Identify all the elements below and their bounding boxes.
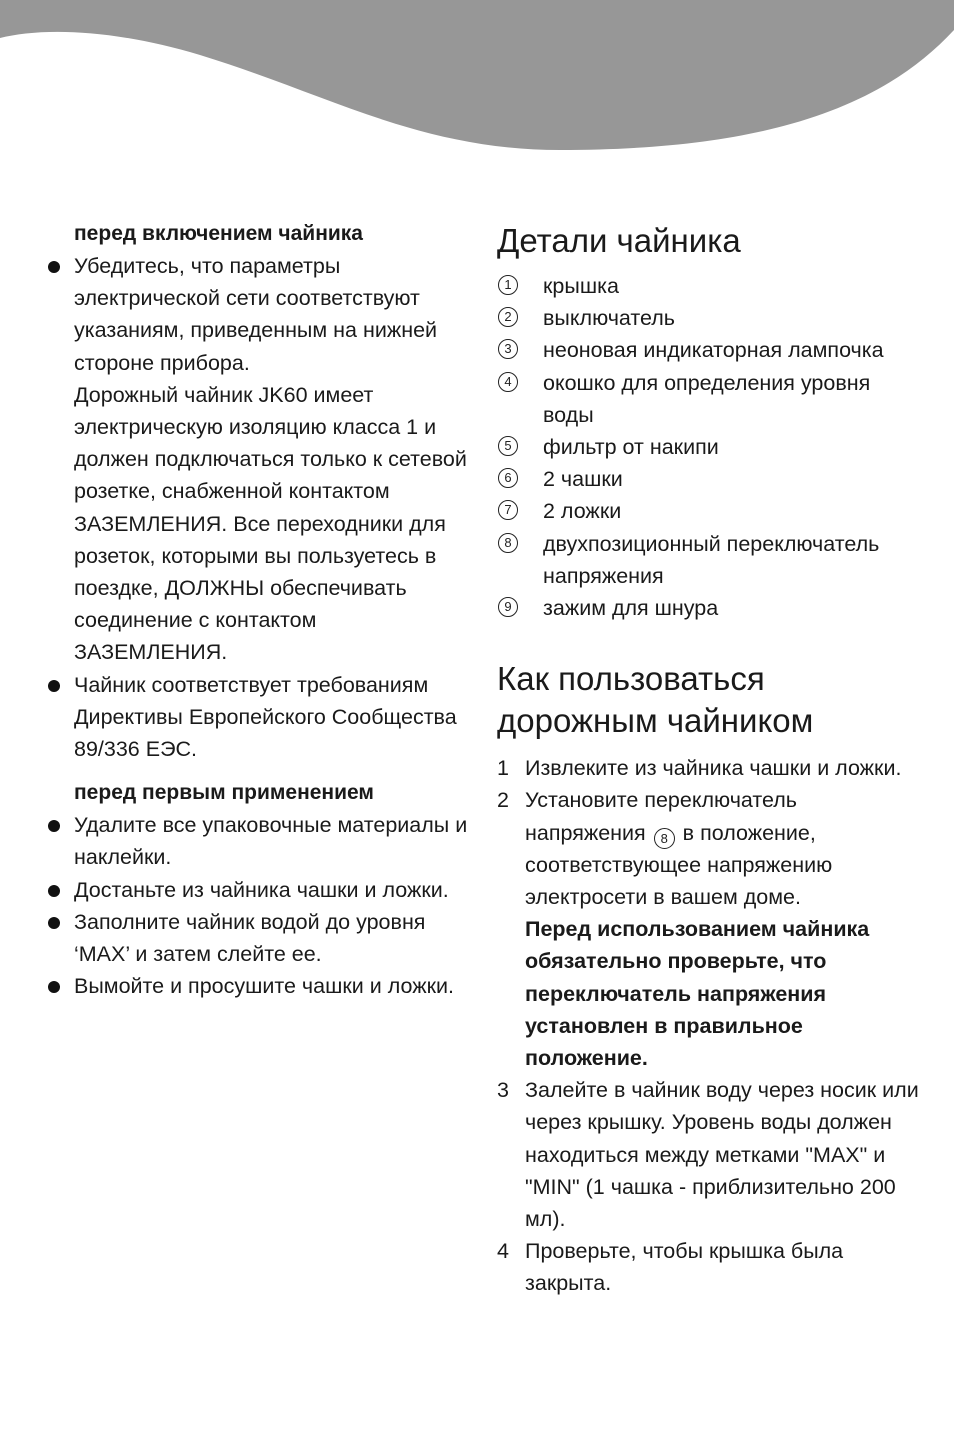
list-item bbox=[44, 250, 469, 669]
part-item bbox=[497, 367, 922, 431]
howto-heading bbox=[497, 658, 922, 742]
part-item bbox=[497, 495, 922, 527]
part-item bbox=[497, 592, 922, 624]
bullet-text: Вымойте и просушите чашки и ложки. bbox=[74, 974, 454, 999]
step-item bbox=[497, 1074, 922, 1235]
wave-shape bbox=[0, 0, 954, 150]
part-item bbox=[497, 334, 922, 366]
step-text: Извлеките из чайника чашки и ложки. bbox=[525, 756, 902, 781]
circled-number-icon: 4 bbox=[498, 372, 518, 392]
howto-heading-line1: Как пользоваться bbox=[497, 660, 765, 698]
part-item bbox=[497, 528, 922, 592]
howto-heading-line2: дорожным чайником bbox=[497, 702, 814, 740]
bullet-icon bbox=[48, 981, 60, 993]
bullet-text: Удалите все упаковочные материалы и наклейки. bbox=[74, 813, 468, 870]
circled-number-icon: 3 bbox=[498, 339, 518, 359]
part-label: 2 чашки bbox=[543, 467, 623, 492]
part-label: окошко для определения уровня воды bbox=[543, 370, 871, 427]
parts-heading: Детали чайника bbox=[497, 222, 741, 259]
bullet-text: Заполните чайник водой до уровня ‘MAX’ и затем слейте ее. bbox=[74, 909, 426, 967]
step-item bbox=[497, 752, 922, 784]
right-column bbox=[497, 218, 922, 1300]
part-label: 2 ложки bbox=[543, 499, 622, 524]
list-item bbox=[44, 669, 469, 766]
bullet-text: Чайник соответствует требованиям Директивы Европейского Сообщества 89/336 ЕЭС. bbox=[74, 672, 457, 762]
part-label: неоновая индикаторная лампочка bbox=[543, 338, 884, 363]
list-item bbox=[44, 809, 469, 873]
section-title-first-use: перед первым применением bbox=[74, 781, 374, 805]
parts-list bbox=[497, 270, 922, 624]
step-item bbox=[497, 784, 922, 1074]
step-warning: Перед использованием чайника обязательно проверьте, что переключатель напряжения установлен в правильное положение. bbox=[525, 917, 870, 1071]
circled-number-icon: 8 bbox=[498, 533, 518, 553]
circled-number-icon: 6 bbox=[498, 468, 518, 488]
before-use-list bbox=[44, 250, 469, 765]
part-label: двухпозиционный переключатель напряжения bbox=[543, 531, 880, 588]
part-item bbox=[497, 463, 922, 495]
step-number: 4 bbox=[497, 1239, 509, 1264]
step-text: Залейте в чайник воду через носик или через крышку. Уровень воды должен находиться между метками "MAX" и "MIN" (1 чашка - приблизительно 200 мл). bbox=[525, 1078, 919, 1232]
part-label: зажим для шнура bbox=[543, 596, 719, 621]
part-label: фильтр от накипи bbox=[543, 435, 719, 460]
circled-number-icon: 2 bbox=[498, 307, 518, 327]
step-text-a: Установите переключатель напряжения bbox=[525, 788, 797, 845]
bullet-text: Достаньте из чайника чашки и ложки. bbox=[74, 877, 449, 902]
step-text: Проверьте, чтобы крышка была закрыта. bbox=[525, 1239, 844, 1296]
left-column bbox=[44, 218, 469, 1002]
circled-number-icon: 1 bbox=[498, 275, 518, 295]
bullet-icon bbox=[48, 820, 60, 832]
part-label: выключатель bbox=[543, 306, 676, 331]
step-text-b: в положение, соответствующее напряжению электросети в вашем доме. bbox=[525, 820, 833, 910]
circled-number-icon: 7 bbox=[498, 500, 518, 520]
part-item bbox=[497, 431, 922, 463]
bullet-icon bbox=[48, 680, 60, 692]
list-item bbox=[44, 874, 469, 906]
step-number: 1 bbox=[497, 756, 509, 781]
bullet-icon bbox=[48, 885, 60, 897]
list-item bbox=[44, 970, 469, 1002]
bullet-text-continued: Дорожный чайник JK60 имеет электрическую изоляцию класса 1 и должен подключаться только к сетевой розетке, снабженной контактом ЗАЗЕМЛЕНИЯ. Все переходники для розеток, которыми вы пользуетесь в поездке, ДОЛЖНЫ обеспечивать соединение с контактом ЗАЗЕМЛЕНИЯ. bbox=[74, 382, 467, 665]
circled-number-icon: 5 bbox=[498, 436, 518, 456]
section-title-before-use: перед включением чайника bbox=[74, 222, 363, 245]
circled-number-icon: 8 bbox=[654, 828, 675, 849]
step-number: 2 bbox=[497, 788, 509, 813]
step-item bbox=[497, 1235, 922, 1299]
part-label: крышка bbox=[543, 274, 619, 298]
list-item bbox=[44, 906, 469, 970]
bullet-icon bbox=[48, 917, 60, 929]
circled-number-icon: 9 bbox=[498, 597, 518, 617]
part-item bbox=[497, 270, 922, 302]
decorative-top-wave bbox=[0, 0, 954, 160]
part-item bbox=[497, 302, 922, 334]
bullet-text: Убедитесь, что параметры электрической сети соответствуют указаниям, приведенным на нижней стороне прибора. bbox=[74, 254, 438, 375]
usage-steps-list bbox=[497, 752, 922, 1299]
bullet-icon bbox=[48, 261, 60, 273]
first-use-list bbox=[44, 809, 469, 1002]
step-number: 3 bbox=[497, 1078, 509, 1103]
